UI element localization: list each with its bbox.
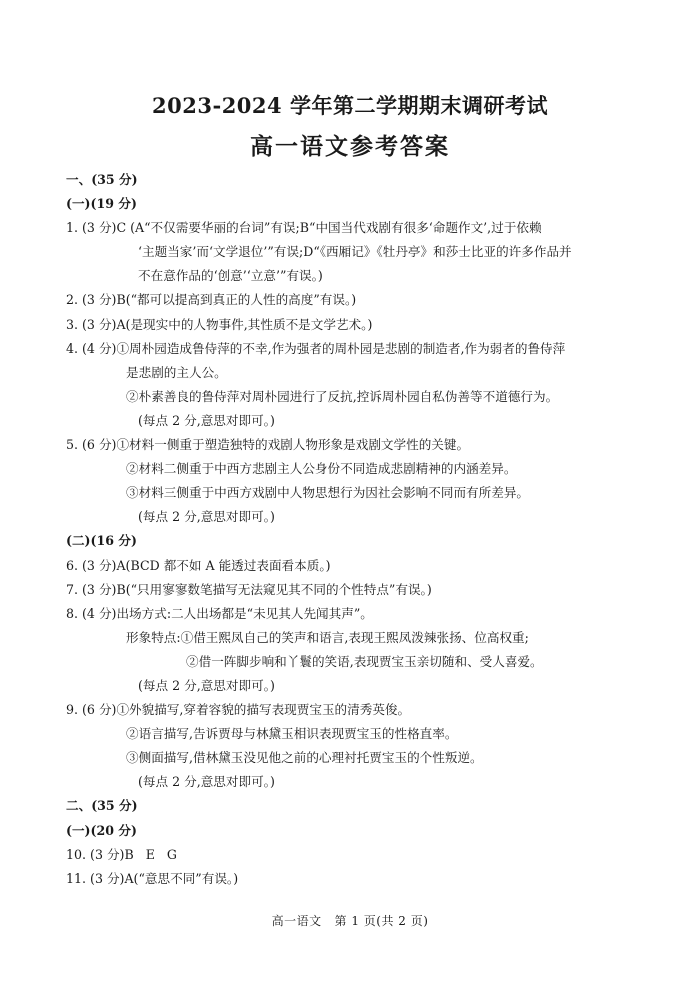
answer-line: 11. (3 分)A(“意思不同”有误。) <box>66 870 239 886</box>
answer-line: 7. (3 分)B(“只用寥寥数笔描写无法窥见其不同的个性特点”有误。) <box>66 581 432 597</box>
answer-line: ③材料三侧重于中西方戏剧中人物思想行为因社会影响不同而有所差异。 <box>126 485 529 501</box>
subsection-heading: (一)(20 分) <box>66 822 137 838</box>
answer-line: 1. (3 分)C (A“不仅需要华丽的台词”有误;B“中国当代戏剧有很多‘命题作文’,过于依赖 <box>66 220 542 236</box>
scoring-note: (每点 2 分,意思对即可。) <box>138 774 275 790</box>
answer-line: ②朴素善良的鲁侍萍对周朴园进行了反抗,控诉周朴园自私伪善等不道德行为。 <box>126 388 559 404</box>
answer-line: 5. (6 分)①材料一侧重于塑造独特的戏剧人物形象是戏剧文学性的关键。 <box>66 437 470 453</box>
answer-line: ②语言描写,告诉贾母与林黛玉相识表现贾宝玉的性格直率。 <box>126 726 458 742</box>
subsection-heading: (一)(19 分) <box>66 196 137 212</box>
answer-line: 10. (3 分)B E G <box>66 846 177 862</box>
answer-line: ②借一阵脚步响和丫鬟的笑语,表现贾宝玉亲切随和、受人喜爱。 <box>186 653 543 669</box>
subsection-heading: (二)(16 分) <box>66 533 137 549</box>
section-heading: 二、(35 分) <box>66 798 138 814</box>
page-footer: 高一语文 第 1 页(共 2 页) <box>271 914 429 928</box>
answer-line: 8. (4 分)出场方式:二人出场都是“未见其人先闻其声”。 <box>66 605 373 621</box>
answer-body <box>66 168 646 891</box>
answer-line: ②材料二侧重于中西方悲剧主人公身份不同造成悲剧精神的内涵差异。 <box>126 461 517 477</box>
exam-title: 2023-2024 学年第二学期期末调研考试 <box>152 93 548 118</box>
scoring-note: (每点 2 分,意思对即可。) <box>138 677 275 693</box>
answer-line: 4. (4 分)①周朴园造成鲁侍萍的不幸,作为强者的周朴园是悲剧的制造者,作为弱者的鲁侍萍 <box>66 340 566 356</box>
answer-key-title: 高一语文参考答案 <box>250 133 450 160</box>
answer-line: 2. (3 分)B(“都可以提高到真正的人性的高度”有误。) <box>66 292 357 308</box>
answer-line: 是悲剧的主人公。 <box>126 364 227 380</box>
answer-line: 形象特点:①借王熙凤自己的笑声和语言,表现王熙凤泼辣张扬、位高权重; <box>126 629 529 645</box>
answer-line: ③侧面描写,借林黛玉没见他之前的心理衬托贾宝玉的个性叛逆。 <box>126 750 483 766</box>
answer-line: ‘主题当家’而‘文学退位’”有误;D“《西厢记》《牡丹亭》和莎士比亚的许多作品并 <box>138 244 572 260</box>
answer-line: 6. (3 分)A(BCD 都不如 A 能透过表面看本质。) <box>66 557 331 573</box>
section-heading: 一、(35 分) <box>66 172 138 187</box>
scoring-note: (每点 2 分,意思对即可。) <box>138 509 275 525</box>
scoring-note: (每点 2 分,意思对即可。) <box>138 412 275 428</box>
answer-line: 3. (3 分)A(是现实中的人物事件,其性质不是文学艺术。) <box>66 316 373 332</box>
answer-line: 9. (6 分)①外貌描写,穿着容貌的描写表现贾宝玉的清秀英俊。 <box>66 702 411 718</box>
answer-line: 不在意作品的‘创意’‘立意’”有误。) <box>138 268 323 284</box>
